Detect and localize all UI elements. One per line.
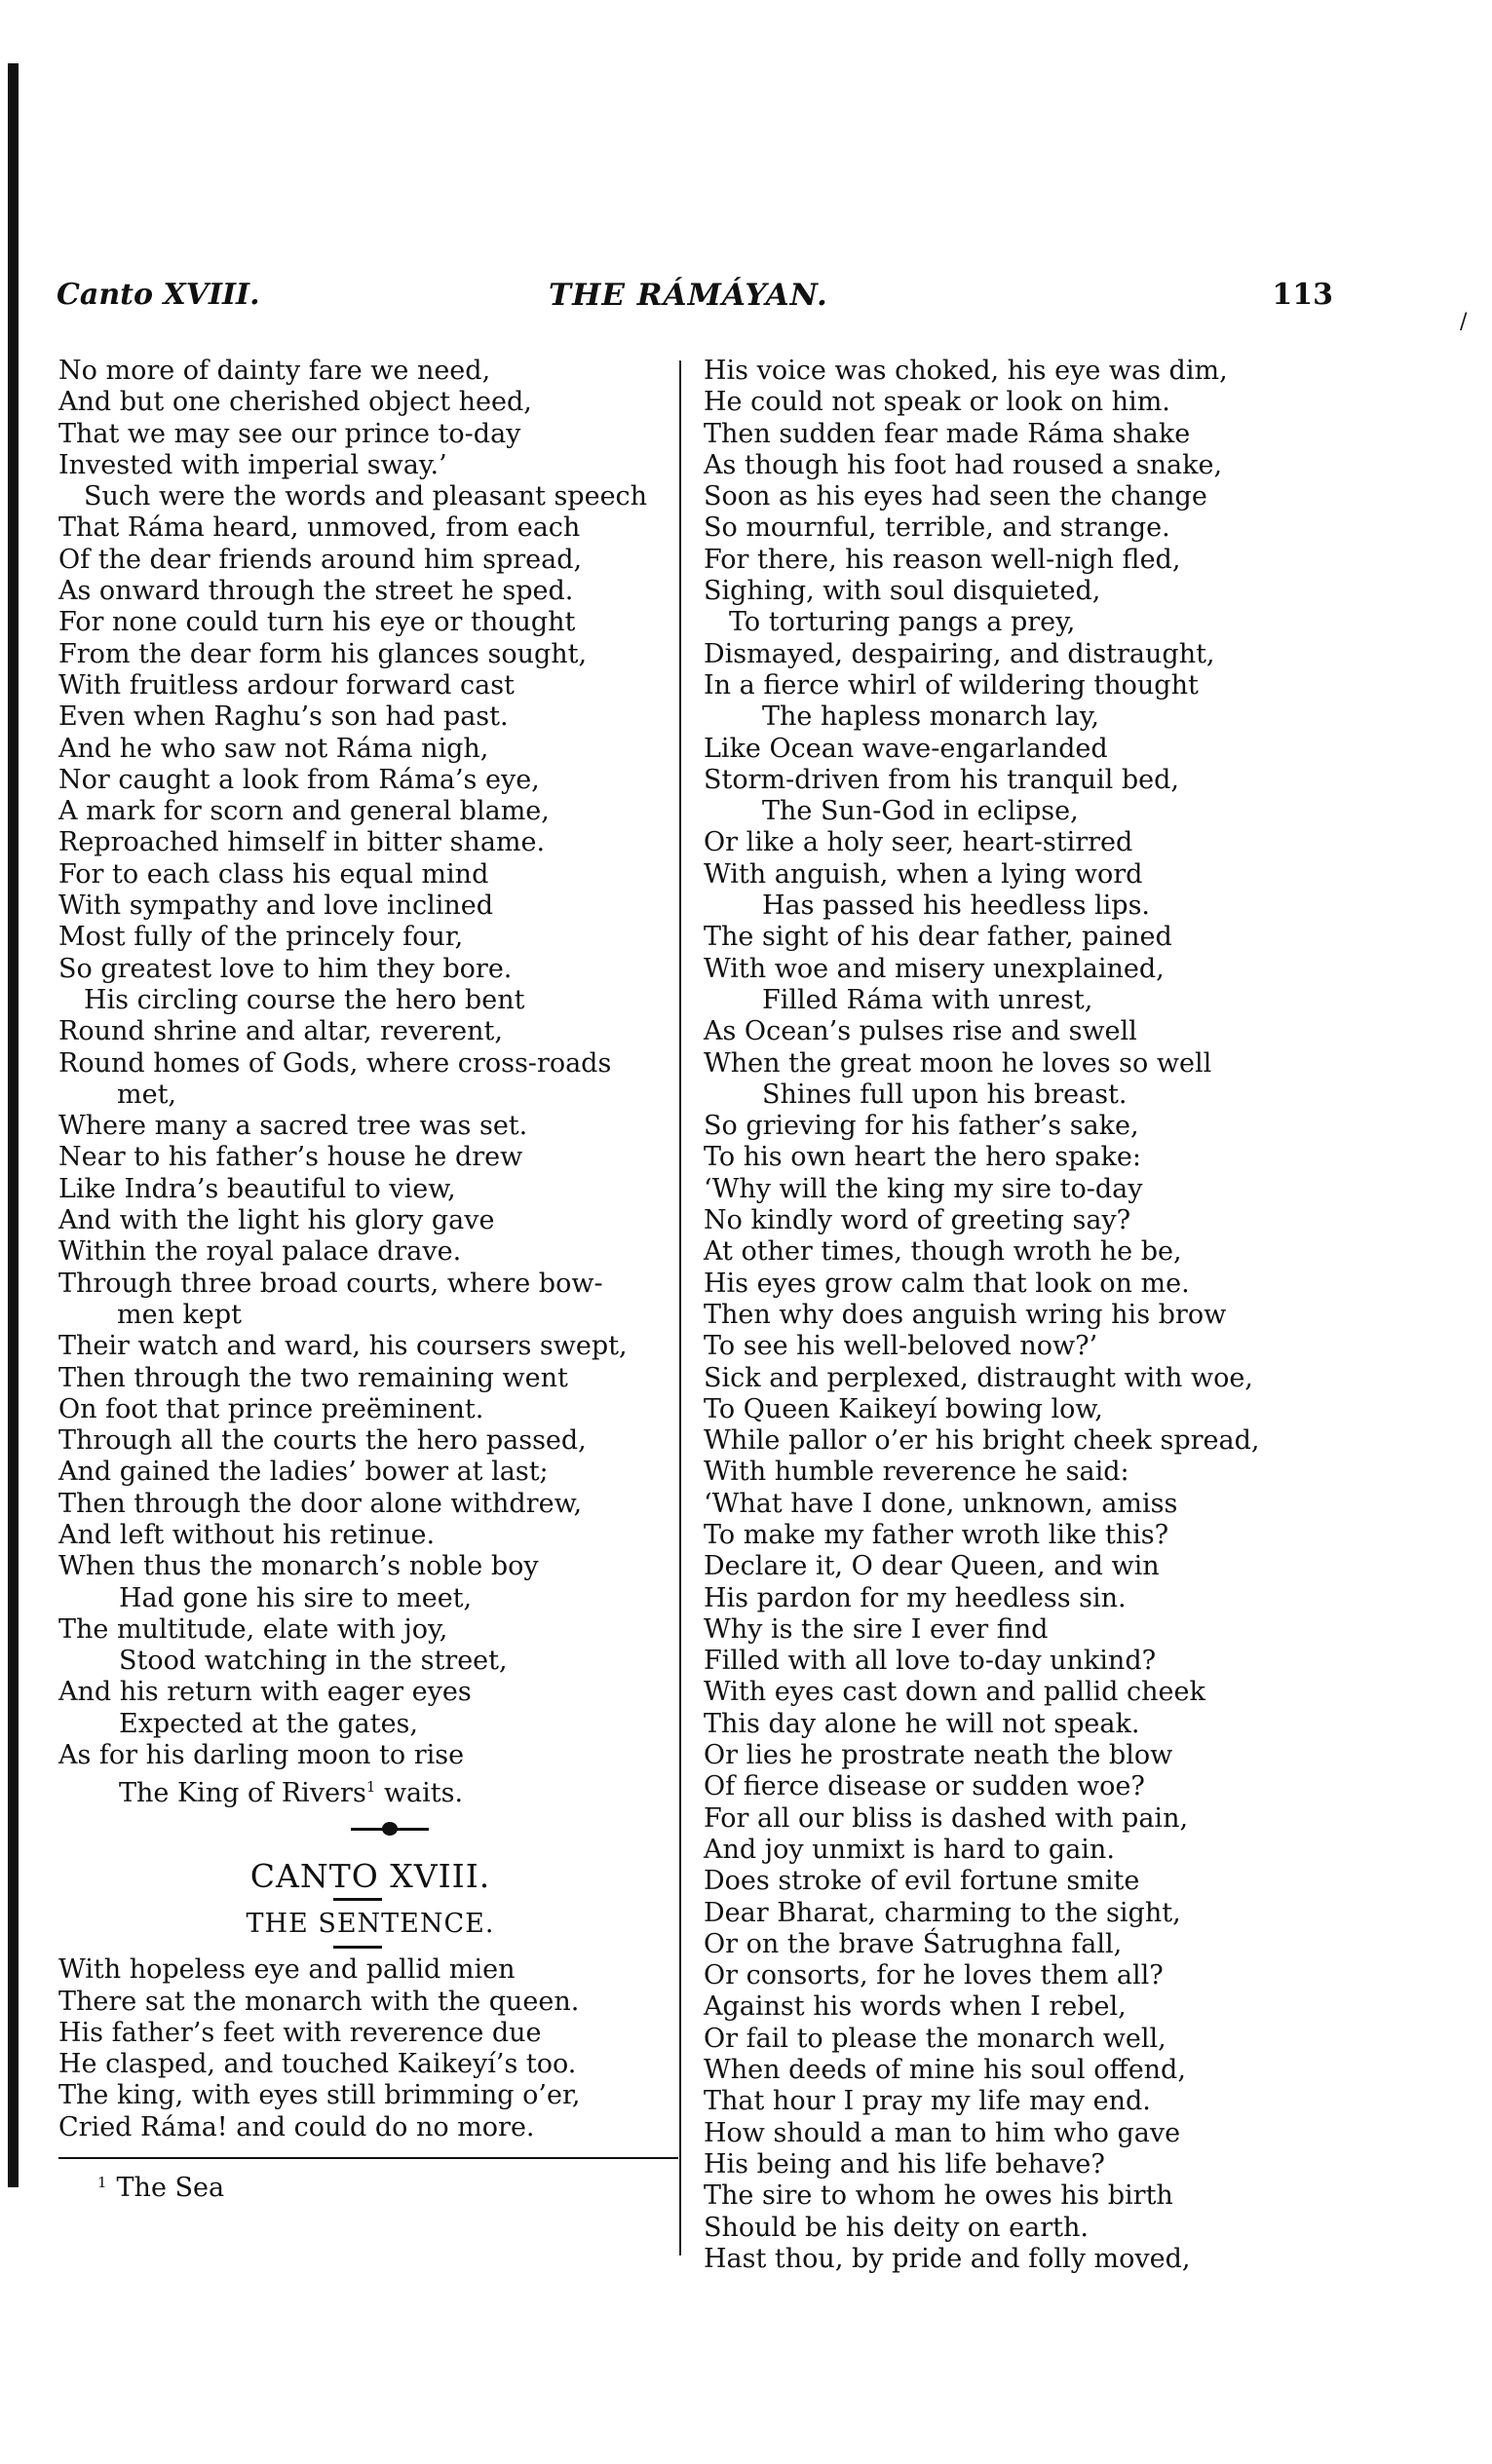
verse-line: Then why does anguish wring his brow bbox=[704, 1299, 1227, 1330]
verse-line: His father’s feet with reverence due bbox=[58, 2017, 542, 2048]
verse-line: Like Indra’s beautiful to view, bbox=[58, 1173, 456, 1204]
verse-line: How should a man to him who gave bbox=[704, 2117, 1181, 2148]
verse-line: Nor caught a look from Ráma’s eye, bbox=[58, 764, 540, 795]
verse-line: Of the dear friends around him spread, bbox=[58, 544, 583, 575]
verse-line: And with the light his glory gave bbox=[58, 1205, 495, 1236]
verse-line: Why is the sire I ever find bbox=[704, 1613, 1049, 1645]
verse-line: Round homes of Gods, where cross-roads bbox=[58, 1047, 612, 1079]
verse-line: Of fierce disease or sudden woe? bbox=[704, 1771, 1145, 1802]
verse-line: Then through the door alone withdrew, bbox=[58, 1488, 583, 1519]
verse-line: The Sun-God in eclipse, bbox=[762, 796, 1079, 827]
verse-line: While pallor o’er his bright cheek spread, bbox=[704, 1425, 1260, 1457]
verse-line: With hopeless eye and pallid mien bbox=[58, 1954, 516, 1986]
verse-line: So greatest love to him they bore. bbox=[58, 953, 513, 984]
verse-line: That Ráma heard, unmoved, from each bbox=[58, 512, 581, 544]
verse-line: Then through the two remaining went bbox=[58, 1362, 568, 1393]
verse-line: The hapless monarch lay, bbox=[762, 701, 1099, 733]
verse-line: To make my father wroth like this? bbox=[704, 1519, 1169, 1550]
verse-line: And his return with eager eyes bbox=[58, 1677, 472, 1708]
verse-line: He could not speak or look on him. bbox=[704, 387, 1170, 418]
verse-line: To Queen Kaikeyí bowing low, bbox=[704, 1393, 1103, 1424]
verse-line: Has passed his heedless lips. bbox=[762, 891, 1151, 922]
verse-line: That hour I pray my life may end. bbox=[704, 2086, 1151, 2117]
page-number: 113 bbox=[1272, 278, 1333, 312]
subtitle-rule bbox=[333, 1946, 382, 1949]
verse-line: With fruitless ardour forward cast bbox=[58, 669, 515, 701]
verse-line: There sat the monarch with the queen. bbox=[58, 1986, 580, 2017]
verse-line: Expected at the gates, bbox=[119, 1708, 418, 1739]
verse-line: ‘Why will the king my sire to-day bbox=[704, 1173, 1143, 1204]
verse-block-right bbox=[704, 356, 1337, 2275]
verse-line: Cried Ráma! and could do no more. bbox=[58, 2111, 535, 2142]
verse-line: Declare it, O dear Queen, and win bbox=[704, 1551, 1160, 1582]
verse-line: With humble reverence he said: bbox=[704, 1457, 1129, 1488]
verse-line: For none could turn his eye or thought bbox=[58, 607, 576, 638]
verse-line: From the dear form his glances sought, bbox=[58, 638, 588, 669]
verse-line: And gained the ladies’ bower at last; bbox=[58, 1457, 549, 1488]
verse-line: As Ocean’s pulses rise and swell bbox=[704, 1016, 1137, 1047]
verse-line: Had gone his sire to meet, bbox=[119, 1582, 473, 1613]
verse-line: His voice was choked, his eye was dim, bbox=[704, 356, 1228, 386]
verse-line: To torturing pangs a prey, bbox=[729, 607, 1076, 638]
verse-line: And joy unmixt is hard to gain. bbox=[704, 1834, 1115, 1865]
footnote-text: The Sea bbox=[116, 2173, 225, 2204]
verse-line: His pardon for my heedless sin. bbox=[704, 1582, 1127, 1613]
verse-line: Or consorts, for he loves them all? bbox=[704, 1960, 1164, 1991]
verse-text: The King of Rivers bbox=[119, 1778, 366, 1809]
verse-line: With sympathy and love inclined bbox=[58, 891, 494, 922]
verse-line: Filled Ráma with unrest, bbox=[762, 984, 1093, 1015]
verse-line: Should be his deity on earth. bbox=[704, 2212, 1089, 2243]
verse-line: With woe and misery unexplained, bbox=[704, 953, 1165, 984]
verse-line: In a fierce whirl of wildering thought bbox=[704, 669, 1199, 701]
verse-line: At other times, though wroth he be, bbox=[704, 1236, 1182, 1268]
verse-line: men kept bbox=[117, 1299, 243, 1330]
verse-line: Through three broad courts, where bow- bbox=[58, 1268, 603, 1299]
verse-line: As for his darling moon to rise bbox=[58, 1740, 465, 1771]
verse-line: For there, his reason well-nigh fled, bbox=[704, 544, 1181, 575]
verse-line: No kindly word of greeting say? bbox=[704, 1205, 1131, 1236]
verse-line: And left without his retinue. bbox=[58, 1519, 436, 1550]
verse-line: Most fully of the princely four, bbox=[58, 922, 464, 953]
canto-subtitle: THE SENTENCE. bbox=[246, 1908, 495, 1939]
title-rule bbox=[333, 1898, 382, 1901]
verse-line: Or lies he prostrate neath the blow bbox=[704, 1740, 1173, 1771]
verse-line: When the great moon he loves so well bbox=[704, 1047, 1212, 1079]
running-header bbox=[57, 278, 1333, 326]
page-edge-bar bbox=[8, 63, 19, 2187]
verse-line: The king, with eyes still brimming o’er, bbox=[58, 2080, 581, 2111]
verse-line: Dear Bharat, charming to the sight, bbox=[704, 1897, 1181, 1928]
left-column bbox=[58, 356, 682, 2204]
header-book-title: THE RÁMÁYAN. bbox=[549, 278, 828, 313]
verse-line: This day alone he will not speak. bbox=[704, 1708, 1140, 1739]
verse-line: Such were the words and pleasant speech bbox=[84, 481, 648, 512]
verse-line: And he who saw not Ráma nigh, bbox=[58, 733, 489, 764]
verse-line: Sick and perplexed, distraught with woe, bbox=[704, 1362, 1253, 1393]
footnote-ref: 1 bbox=[365, 1778, 376, 1797]
verse-line: For all our bliss is dashed with pain, bbox=[704, 1802, 1189, 1834]
verse-line: Through all the courts the hero passed, bbox=[58, 1425, 587, 1457]
verse-line: That we may see our prince to-day bbox=[58, 418, 521, 449]
verse-line: Or on the brave Śatrughna fall, bbox=[704, 1928, 1123, 1959]
verse-line: Round shrine and altar, reverent, bbox=[58, 1016, 503, 1047]
verse-line: His being and his life behave? bbox=[704, 2148, 1105, 2180]
verse-line: With eyes cast down and pallid cheek bbox=[704, 1677, 1205, 1708]
verse-line: Or like a holy seer, heart-stirred bbox=[704, 827, 1133, 858]
verse-line: Even when Raghu’s son had past. bbox=[58, 701, 509, 733]
verse-line: Dismayed, despairing, and distraught, bbox=[704, 638, 1215, 669]
verse-line: No more of dainty fare we need, bbox=[58, 356, 491, 386]
section-ornament bbox=[58, 1810, 682, 1849]
verse-line: Where many a sacred tree was set. bbox=[58, 1111, 528, 1142]
verse-line: Filled with all love to-day unkind? bbox=[704, 1646, 1157, 1677]
header-canto: Canto XVIII. bbox=[57, 278, 260, 312]
verse-line: With anguish, when a lying word bbox=[704, 858, 1143, 890]
verse-line: Storm-driven from his tranquil bed, bbox=[704, 764, 1179, 795]
verse-line: Or fail to please the monarch well, bbox=[704, 2023, 1167, 2054]
footnote-mark: 1 bbox=[97, 2174, 107, 2192]
verse-line: Like Ocean wave-engarlanded bbox=[704, 733, 1108, 764]
verse-line: Shines full upon his breast. bbox=[762, 1079, 1128, 1110]
verse-line: Reproached himself in bitter shame. bbox=[58, 827, 546, 858]
verse-line: So mournful, terrible, and strange. bbox=[704, 512, 1170, 544]
verse-line: His eyes grow calm that look on me. bbox=[704, 1268, 1190, 1299]
verse-line: Against his words when I rebel, bbox=[704, 1991, 1127, 2023]
verse-line: When deeds of mine his soul offend, bbox=[704, 2055, 1186, 2086]
verse-line: Stood watching in the street, bbox=[119, 1646, 508, 1677]
verse-line: To his own heart the hero spake: bbox=[704, 1142, 1141, 1173]
verse-line: So grieving for his father’s sake, bbox=[704, 1111, 1139, 1142]
verse-line: As onward through the street he sped. bbox=[58, 576, 574, 607]
verse-line: Soon as his eyes had seen the change bbox=[704, 481, 1207, 512]
verse-line: To see his well-beloved now?’ bbox=[704, 1331, 1098, 1362]
right-column bbox=[704, 356, 1337, 2275]
verse-line: And but one cherished object heed, bbox=[58, 387, 532, 418]
verse-line: Sighing, with soul disquieted, bbox=[704, 576, 1101, 607]
verse-line: He clasped, and touched Kaikeyí’s too. bbox=[58, 2049, 577, 2080]
canto-title: CANTO XVIII. bbox=[249, 1856, 491, 1895]
verse-line: On foot that prince preëminent. bbox=[58, 1393, 484, 1424]
verse-block-canto-xviii bbox=[58, 1954, 682, 2143]
verse-line: Does stroke of evil fortune smite bbox=[704, 1866, 1140, 1897]
verse-line: Then sudden fear made Ráma shake bbox=[704, 418, 1191, 449]
verse-line: Hast thou, by pride and folly moved, bbox=[704, 2243, 1191, 2274]
verse-line: Near to his father’s house he drew bbox=[58, 1142, 523, 1173]
verse-line: The multitude, elate with joy, bbox=[58, 1613, 448, 1645]
footnote bbox=[58, 2167, 682, 2204]
verse-line: Invested with imperial sway.’ bbox=[58, 449, 447, 480]
verse-line: For to each class his equal mind bbox=[58, 858, 489, 890]
verse-line: As though his foot had roused a snake, bbox=[704, 449, 1223, 480]
verse-line: Within the royal palace drave. bbox=[58, 1236, 462, 1268]
verse-line: met, bbox=[117, 1079, 177, 1110]
verse-line: The sire to whom he owes his birth bbox=[704, 2180, 1173, 2212]
verse-line: ‘What have I done, unknown, amiss bbox=[704, 1488, 1178, 1519]
footnote-rule bbox=[58, 2157, 678, 2159]
verse-line-king-of-rivers bbox=[58, 1771, 682, 1809]
margin-mark: / bbox=[1460, 310, 1468, 334]
verse-line: When thus the monarch’s noble boy bbox=[58, 1551, 539, 1582]
verse-line: Their watch and ward, his coursers swept, bbox=[58, 1331, 628, 1362]
verse-block-canto-xvii bbox=[58, 356, 682, 1771]
verse-line: His circling course the hero bent bbox=[84, 984, 525, 1015]
verse-line: A mark for scorn and general blame, bbox=[58, 796, 550, 827]
verse-text: waits. bbox=[375, 1778, 464, 1809]
verse-line: The sight of his dear father, pained bbox=[704, 922, 1172, 953]
